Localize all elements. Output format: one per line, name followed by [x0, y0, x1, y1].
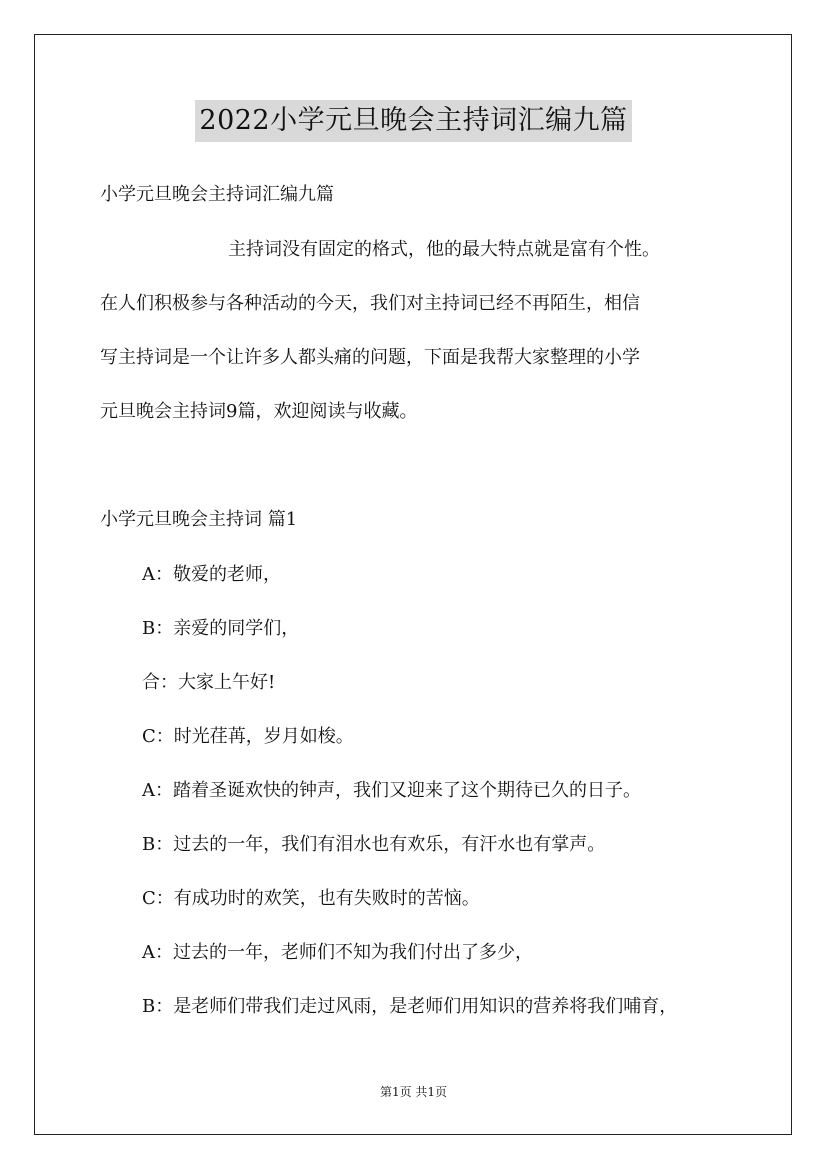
- intro-line: 写主持词是一个让许多人都头痛的问题，下面是我帮大家整理的小学: [100, 347, 640, 368]
- document-subtitle: 小学元旦晚会主持词汇编九篇: [100, 184, 334, 205]
- dialogue-line: 合：大家上午好!: [142, 672, 276, 693]
- dialogue-line: B：是老师们带我们走过风雨，是老师们用知识的营养将我们哺育，: [142, 996, 678, 1017]
- page-footer: [0, 1084, 827, 1100]
- dialogue-line: A：过去的一年，老师们不知为我们付出了多少，: [142, 942, 533, 963]
- dialogue-line: C：有成功时的欢笑，也有失败时的苦恼。: [142, 888, 480, 909]
- dialogue-line: B：亲爱的同学们，: [142, 618, 300, 639]
- dialogue-line: B：过去的一年，我们有泪水也有欢乐，有汗水也有掌声。: [142, 834, 606, 855]
- section-heading: 小学元旦晚会主持词 篇1: [100, 509, 298, 530]
- document-title: 2022小学元旦晚会主持词汇编九篇: [195, 100, 631, 142]
- title-container: [0, 100, 827, 142]
- dialogue-line: A：敬爱的老师，: [142, 564, 281, 585]
- dialogue-line: A：踏着圣诞欢快的钟声，我们又迎来了这个期待已久的日子。: [142, 780, 641, 801]
- intro-line: 主持词没有固定的格式，他的最大特点就是富有个性。: [228, 239, 660, 260]
- dialogue-line: C：时光荏苒，岁月如梭。: [142, 726, 354, 747]
- intro-line: 在人们积极参与各种活动的今天，我们对主持词已经不再陌生，相信: [100, 293, 640, 314]
- intro-line: 元旦晚会主持词9篇，欢迎阅读与收藏。: [100, 401, 418, 422]
- page-number: 第1页 共1页: [379, 1085, 448, 1099]
